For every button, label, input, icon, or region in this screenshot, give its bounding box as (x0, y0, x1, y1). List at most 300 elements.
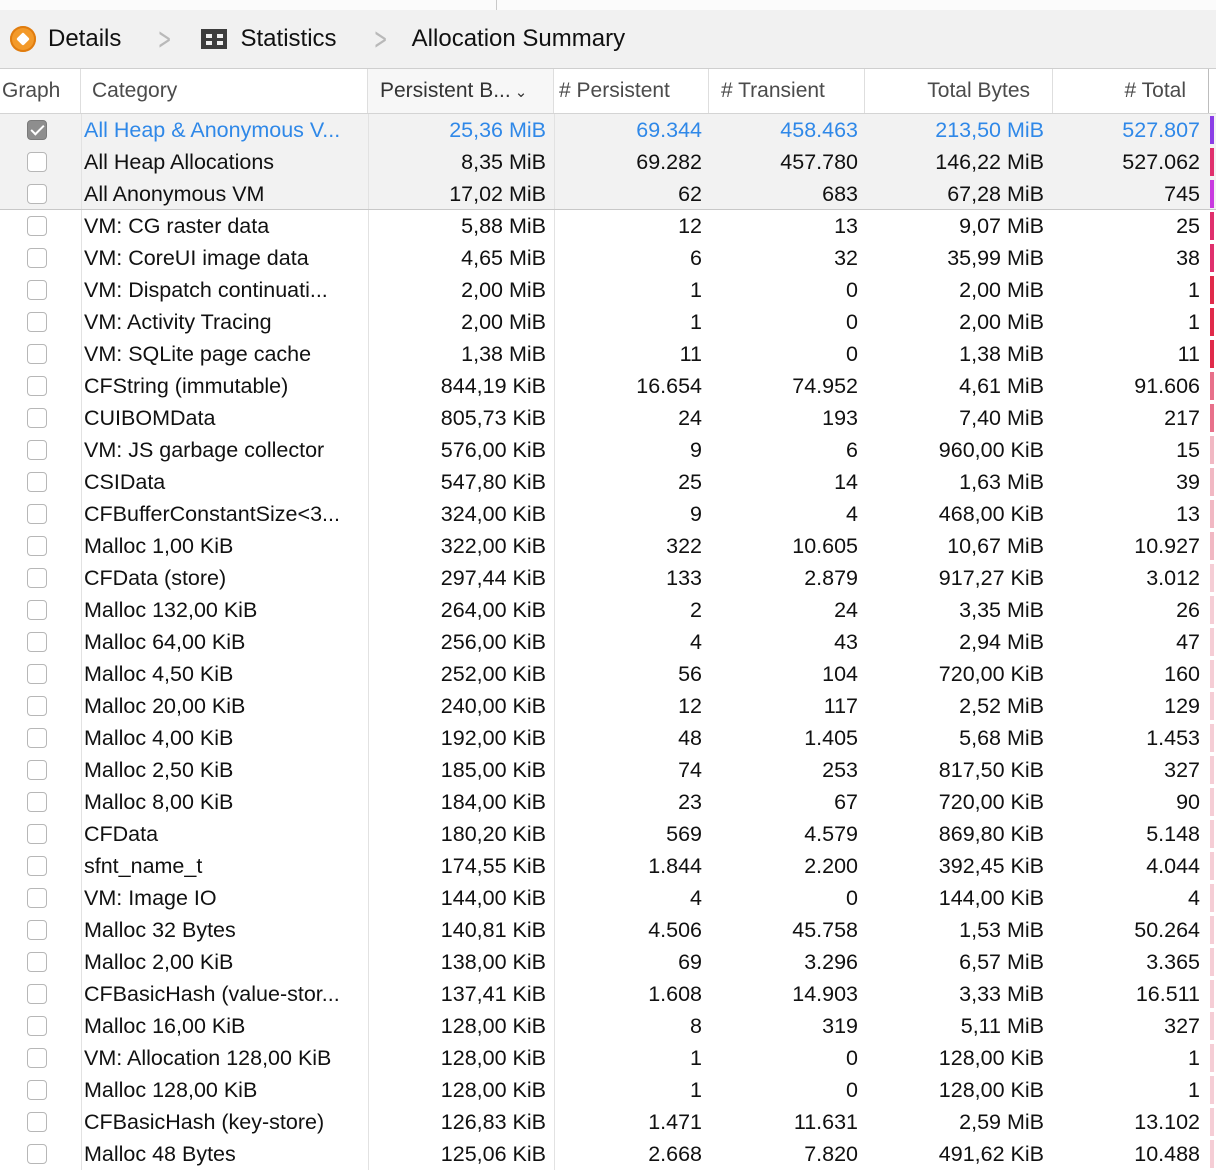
column-header-label: # Persistent (559, 79, 670, 102)
graph-checkbox[interactable] (27, 1080, 47, 1100)
column-divider (81, 754, 82, 786)
total-bytes-cell: 2,00 MiB (959, 310, 1044, 334)
total-bytes-cell: 4,61 MiB (959, 374, 1044, 398)
column-header-total-bytes[interactable] (865, 69, 1053, 113)
graph-color-swatch (1210, 692, 1214, 720)
column-divider (81, 946, 82, 978)
graph-checkbox[interactable] (27, 280, 47, 300)
persistent-bytes-cell: 1,38 MiB (461, 342, 546, 366)
transient-cell: 13 (834, 214, 858, 238)
graph-color-swatch (1210, 1076, 1214, 1104)
table-row[interactable] (0, 1074, 1216, 1106)
persistent-bytes-cell: 180,20 KiB (440, 822, 546, 846)
graph-color-swatch (1210, 1012, 1214, 1040)
category-cell: Malloc 64,00 KiB (84, 630, 246, 654)
graph-color-swatch (1210, 532, 1214, 560)
graph-checkbox[interactable] (27, 1112, 47, 1132)
transient-cell: 1.405 (804, 726, 858, 750)
total-bytes-cell: 128,00 KiB (938, 1078, 1044, 1102)
chevron-right-icon: > (158, 21, 172, 57)
total-bytes-cell: 9,07 MiB (959, 214, 1044, 238)
transient-cell: 319 (822, 1014, 858, 1038)
graph-color-swatch (1210, 884, 1214, 912)
persistent-cell: 23 (678, 790, 702, 814)
total-bytes-cell: 3,33 MiB (959, 982, 1044, 1006)
transient-cell: 253 (822, 758, 858, 782)
graph-color-swatch (1210, 436, 1214, 464)
transient-cell: 6 (846, 438, 858, 462)
table-row[interactable] (0, 882, 1216, 914)
table-row[interactable] (0, 658, 1216, 690)
graph-color-swatch (1210, 276, 1214, 304)
column-divider (81, 914, 82, 946)
column-divider (81, 818, 82, 850)
category-cell: VM: JS garbage collector (84, 438, 325, 462)
graph-checkbox[interactable] (27, 1144, 47, 1164)
split-divider (496, 0, 497, 10)
total-bytes-cell: 2,52 MiB (959, 694, 1044, 718)
total-cell: 26 (1176, 598, 1200, 622)
graph-color-swatch (1210, 628, 1214, 656)
column-divider (81, 626, 82, 658)
persistent-bytes-cell: 576,00 KiB (440, 438, 546, 462)
transient-cell: 0 (846, 1046, 858, 1070)
column-header-label: Category (92, 79, 178, 102)
graph-checkbox[interactable] (27, 1016, 47, 1036)
column-divider (81, 786, 82, 818)
breadcrumb-statistics[interactable] (197, 10, 337, 68)
graph-checkbox[interactable] (27, 440, 47, 460)
column-divider (81, 530, 82, 562)
total-cell: 25 (1176, 214, 1200, 238)
graph-color-swatch (1210, 980, 1214, 1008)
column-divider (81, 1138, 82, 1170)
graph-color-swatch (1210, 724, 1214, 752)
graph-checkbox[interactable] (27, 408, 47, 428)
persistent-cell: 8 (690, 1014, 702, 1038)
graph-checkbox[interactable] (27, 856, 47, 876)
graph-checkbox[interactable] (27, 472, 47, 492)
total-bytes-cell: 144,00 KiB (938, 886, 1044, 910)
allocation-table-body (0, 114, 1216, 1170)
category-cell: CFData (store) (84, 566, 227, 590)
persistent-bytes-cell: 128,00 KiB (440, 1078, 546, 1102)
table-row[interactable] (0, 402, 1216, 434)
table-row[interactable] (0, 1106, 1216, 1138)
persistent-bytes-cell: 25,36 MiB (449, 118, 546, 142)
persistent-cell: 4 (690, 886, 702, 910)
total-bytes-cell: 1,63 MiB (959, 470, 1044, 494)
category-cell: VM: CoreUI image data (84, 246, 309, 270)
total-cell: 91.606 (1134, 374, 1200, 398)
persistent-bytes-cell: 5,88 MiB (461, 214, 546, 238)
graph-checkbox[interactable] (27, 920, 47, 940)
category-cell: CFBufferConstantSize<3... (84, 502, 340, 526)
table-row[interactable] (0, 338, 1216, 370)
breadcrumb-allocation-summary[interactable] (412, 10, 625, 68)
column-divider (81, 1106, 82, 1138)
graph-checkbox[interactable] (27, 344, 47, 364)
persistent-cell: 74 (678, 758, 702, 782)
table-row[interactable] (0, 1138, 1216, 1170)
transient-cell: 43 (834, 630, 858, 654)
graph-checkbox[interactable] (27, 792, 47, 812)
graph-checkbox[interactable] (27, 568, 47, 588)
graph-checkbox[interactable] (27, 152, 47, 172)
graph-color-swatch (1210, 948, 1214, 976)
total-bytes-cell: 213,50 MiB (935, 118, 1044, 142)
column-divider (81, 114, 82, 146)
total-bytes-cell: 817,50 KiB (938, 758, 1044, 782)
transient-cell: 0 (846, 310, 858, 334)
breadcrumb-label: Allocation Summary (411, 25, 626, 52)
persistent-cell: 48 (678, 726, 702, 750)
persistent-cell: 69 (678, 950, 702, 974)
persistent-bytes-cell: 17,02 MiB (449, 182, 546, 206)
total-cell: 3.365 (1146, 950, 1200, 974)
table-row[interactable] (0, 370, 1216, 402)
graph-checkbox[interactable] (27, 216, 47, 236)
transient-cell: 0 (846, 886, 858, 910)
category-cell: Malloc 2,50 KiB (84, 758, 234, 782)
category-cell: Malloc 8,00 KiB (84, 790, 234, 814)
total-bytes-cell: 5,68 MiB (959, 726, 1044, 750)
category-cell: sfnt_name_t (84, 854, 203, 878)
transient-cell: 458.463 (780, 118, 858, 142)
total-bytes-cell: 2,59 MiB (959, 1110, 1044, 1134)
graph-color-swatch (1210, 500, 1214, 528)
graph-checkbox[interactable] (27, 1048, 47, 1068)
graph-color-swatch (1210, 404, 1214, 432)
total-cell: 3.012 (1146, 566, 1200, 590)
transient-cell: 117 (823, 694, 858, 718)
category-cell: All Heap Allocations (84, 150, 275, 174)
total-cell: 527.807 (1122, 118, 1200, 142)
persistent-bytes-cell: 324,00 KiB (440, 502, 546, 526)
category-cell: CSIData (84, 470, 166, 494)
total-cell: 38 (1176, 246, 1200, 270)
breadcrumb-details[interactable] (0, 10, 121, 68)
graph-checkbox[interactable] (27, 632, 47, 652)
column-divider (81, 1042, 82, 1074)
column-divider (81, 306, 82, 338)
table-row[interactable] (0, 434, 1216, 466)
graph-checkbox[interactable] (27, 312, 47, 332)
persistent-cell: 6 (690, 246, 702, 270)
column-divider (81, 370, 82, 402)
graph-color-swatch (1210, 596, 1214, 624)
category-cell: Malloc 16,00 KiB (84, 1014, 246, 1038)
total-cell: 50.264 (1134, 918, 1200, 942)
table-row[interactable] (0, 274, 1216, 306)
total-cell: 90 (1176, 790, 1200, 814)
column-divider (81, 690, 82, 722)
graph-color-swatch (1210, 468, 1214, 496)
category-cell: Malloc 20,00 KiB (84, 694, 246, 718)
graph-checkbox[interactable] (27, 728, 47, 748)
total-bytes-cell: 917,27 KiB (938, 566, 1044, 590)
persistent-cell: 69.282 (636, 150, 702, 174)
column-divider (81, 498, 82, 530)
graph-checkbox[interactable] (27, 760, 47, 780)
total-cell: 217 (1164, 406, 1200, 430)
total-bytes-cell: 1,38 MiB (959, 342, 1044, 366)
total-cell: 13.102 (1134, 1110, 1200, 1134)
total-cell: 1.453 (1146, 726, 1200, 750)
table-row[interactable] (0, 210, 1216, 242)
transient-cell: 104 (822, 662, 858, 686)
transient-cell: 67 (834, 790, 858, 814)
column-divider (81, 978, 82, 1010)
table-row[interactable] (0, 498, 1216, 530)
graph-checkbox[interactable] (27, 600, 47, 620)
category-cell: Malloc 32 Bytes (84, 918, 236, 942)
column-divider (81, 274, 82, 306)
graph-color-swatch (1210, 788, 1214, 816)
category-cell: All Heap & Anonymous V... (84, 118, 341, 142)
graph-checkbox[interactable] (27, 664, 47, 684)
table-row[interactable] (0, 146, 1216, 178)
persistent-cell: 1 (690, 310, 702, 334)
persistent-bytes-cell: 138,00 KiB (440, 950, 546, 974)
column-divider (81, 210, 82, 242)
graph-color-swatch (1210, 340, 1214, 368)
category-cell: Malloc 4,50 KiB (84, 662, 234, 686)
category-cell: Malloc 48 Bytes (84, 1142, 236, 1166)
graph-checkbox[interactable] (27, 984, 47, 1004)
transient-cell: 193 (822, 406, 858, 430)
column-divider (81, 146, 82, 178)
transient-cell: 11.631 (793, 1110, 858, 1134)
persistent-cell: 569 (666, 822, 702, 846)
transient-cell: 0 (846, 278, 858, 302)
graph-color-swatch (1210, 660, 1214, 688)
persistent-bytes-cell: 174,55 KiB (440, 854, 546, 878)
category-cell: CFBasicHash (key-store) (84, 1110, 325, 1134)
category-cell: VM: Dispatch continuati... (84, 278, 328, 302)
graph-checkbox[interactable] (27, 184, 47, 204)
persistent-bytes-cell: 256,00 KiB (440, 630, 546, 654)
graph-color-swatch (1210, 244, 1214, 272)
total-cell: 4.044 (1146, 854, 1200, 878)
column-divider (81, 562, 82, 594)
column-header-total[interactable] (1053, 69, 1209, 113)
graph-checkbox[interactable] (27, 504, 47, 524)
details-icon (10, 26, 36, 52)
total-cell: 1 (1188, 1078, 1200, 1102)
jump-bar (0, 10, 1216, 69)
table-row[interactable] (0, 754, 1216, 786)
table-row[interactable] (0, 946, 1216, 978)
table-row[interactable] (0, 978, 1216, 1010)
persistent-cell: 1.608 (648, 982, 702, 1006)
total-bytes-cell: 10,67 MiB (947, 534, 1044, 558)
column-header-transient[interactable] (709, 69, 865, 113)
table-row[interactable] (0, 722, 1216, 754)
graph-color-swatch (1210, 852, 1214, 880)
table-row[interactable] (0, 562, 1216, 594)
transient-cell: 14.903 (792, 982, 858, 1006)
column-divider (81, 882, 82, 914)
table-row[interactable] (0, 114, 1216, 146)
transient-cell: 14 (834, 470, 858, 494)
persistent-cell: 12 (678, 214, 702, 238)
table-row[interactable] (0, 242, 1216, 274)
category-cell: All Anonymous VM (84, 182, 265, 206)
table-row[interactable] (0, 626, 1216, 658)
graph-checkbox[interactable] (27, 536, 47, 556)
transient-cell: 683 (822, 182, 858, 206)
persistent-bytes-cell: 2,00 MiB (461, 278, 546, 302)
graph-checkbox[interactable] (27, 696, 47, 716)
total-cell: 527.062 (1122, 150, 1200, 174)
graph-checkbox[interactable] (27, 824, 47, 844)
persistent-cell: 11 (679, 342, 702, 366)
transient-cell: 24 (834, 598, 858, 622)
persistent-cell: 1.471 (648, 1110, 702, 1134)
category-cell: VM: CG raster data (84, 214, 270, 238)
statistics-grid-icon (201, 29, 227, 49)
graph-color-swatch (1210, 308, 1214, 336)
breadcrumb-label: Details (48, 25, 122, 52)
persistent-cell: 9 (690, 438, 702, 462)
persistent-cell: 62 (678, 182, 702, 206)
breadcrumb-label: Statistics (240, 25, 337, 52)
total-cell: 1 (1188, 1046, 1200, 1070)
total-cell: 10.488 (1134, 1142, 1200, 1166)
persistent-cell: 4.506 (648, 918, 702, 942)
column-header-persistent[interactable] (554, 69, 709, 113)
total-bytes-cell: 869,80 KiB (938, 822, 1044, 846)
persistent-bytes-cell: 125,06 KiB (440, 1142, 546, 1166)
persistent-bytes-cell: 184,00 KiB (440, 790, 546, 814)
column-divider (81, 466, 82, 498)
total-bytes-cell: 128,00 KiB (938, 1046, 1044, 1070)
chevron-right-icon: > (373, 21, 388, 57)
persistent-cell: 24 (678, 406, 702, 430)
persistent-cell: 69.344 (636, 118, 702, 142)
table-row[interactable] (0, 306, 1216, 338)
column-header-label: Graph (2, 79, 61, 102)
persistent-cell: 2.668 (648, 1142, 702, 1166)
category-cell: Malloc 1,00 KiB (84, 534, 234, 558)
total-cell: 1 (1188, 278, 1200, 302)
persistent-cell: 133 (666, 566, 702, 590)
transient-cell: 0 (846, 1078, 858, 1102)
persistent-bytes-cell: 140,81 KiB (440, 918, 546, 942)
column-header-persistent-bytes[interactable] (368, 69, 554, 113)
table-row[interactable] (0, 466, 1216, 498)
column-divider (81, 178, 82, 209)
column-divider (81, 850, 82, 882)
column-header-category[interactable] (81, 69, 368, 113)
persistent-cell: 16.654 (636, 374, 702, 398)
persistent-bytes-cell: 128,00 KiB (440, 1046, 546, 1070)
total-bytes-cell: 7,40 MiB (959, 406, 1044, 430)
column-divider (81, 338, 82, 370)
persistent-cell: 2 (690, 598, 702, 622)
total-bytes-cell: 468,00 KiB (938, 502, 1044, 526)
persistent-bytes-cell: 4,65 MiB (461, 246, 546, 270)
column-divider (81, 722, 82, 754)
total-cell: 11 (1177, 342, 1200, 366)
category-cell: CFString (immutable) (84, 374, 289, 398)
transient-cell: 2.200 (804, 854, 858, 878)
total-bytes-cell: 960,00 KiB (938, 438, 1044, 462)
graph-checkbox[interactable] (27, 888, 47, 908)
persistent-cell: 12 (678, 694, 702, 718)
persistent-bytes-cell: 844,19 KiB (440, 374, 546, 398)
category-cell: CUIBOMData (84, 406, 216, 430)
graph-color-swatch (1210, 564, 1214, 592)
category-cell: Malloc 128,00 KiB (84, 1078, 258, 1102)
total-bytes-cell: 491,62 KiB (938, 1142, 1044, 1166)
total-cell: 1 (1188, 310, 1200, 334)
column-divider (81, 1074, 82, 1106)
table-row[interactable] (0, 1010, 1216, 1042)
graph-color-swatch (1210, 372, 1214, 400)
total-bytes-cell: 35,99 MiB (947, 246, 1044, 270)
table-row[interactable] (0, 914, 1216, 946)
category-cell: VM: Activity Tracing (84, 310, 272, 334)
column-header-graph[interactable] (0, 69, 81, 113)
persistent-bytes-cell: 126,83 KiB (440, 1110, 546, 1134)
table-row[interactable] (0, 594, 1216, 626)
graph-checkbox[interactable] (27, 952, 47, 972)
table-row[interactable] (0, 530, 1216, 562)
table-row[interactable] (0, 690, 1216, 722)
column-header-label: Persistent B... (380, 79, 511, 102)
table-row[interactable] (0, 818, 1216, 850)
table-row[interactable] (0, 1042, 1216, 1074)
column-header-label: # Transient (721, 79, 825, 102)
graph-checkbox[interactable] (27, 120, 47, 140)
total-cell: 745 (1164, 182, 1200, 206)
column-divider (81, 434, 82, 466)
total-bytes-cell: 1,53 MiB (959, 918, 1044, 942)
persistent-cell: 4 (690, 630, 702, 654)
total-bytes-cell: 5,11 MiB (960, 1014, 1044, 1038)
graph-checkbox[interactable] (27, 248, 47, 268)
graph-color-swatch (1210, 1044, 1214, 1072)
category-cell: CFData (84, 822, 159, 846)
persistent-cell: 1 (690, 1046, 702, 1070)
total-bytes-cell: 146,22 MiB (935, 150, 1044, 174)
persistent-bytes-cell: 2,00 MiB (461, 310, 546, 334)
table-header (0, 69, 1216, 114)
graph-color-swatch (1210, 820, 1214, 848)
table-row[interactable] (0, 786, 1216, 818)
total-bytes-cell: 392,45 KiB (938, 854, 1044, 878)
persistent-bytes-cell: 322,00 KiB (440, 534, 546, 558)
transient-cell: 32 (834, 246, 858, 270)
persistent-cell: 322 (666, 534, 702, 558)
category-cell: VM: Image IO (84, 886, 217, 910)
total-cell: 47 (1176, 630, 1200, 654)
table-row[interactable] (0, 178, 1216, 210)
persistent-cell: 1 (690, 278, 702, 302)
column-divider (81, 402, 82, 434)
category-cell: VM: Allocation 128,00 KiB (84, 1046, 332, 1070)
category-cell: Malloc 2,00 KiB (84, 950, 234, 974)
persistent-bytes-cell: 192,00 KiB (440, 726, 546, 750)
total-cell: 5.148 (1146, 822, 1200, 846)
persistent-cell: 1 (690, 1078, 702, 1102)
table-row[interactable] (0, 850, 1216, 882)
total-bytes-cell: 2,00 MiB (959, 278, 1044, 302)
graph-checkbox[interactable] (27, 376, 47, 396)
total-cell: 15 (1176, 438, 1200, 462)
